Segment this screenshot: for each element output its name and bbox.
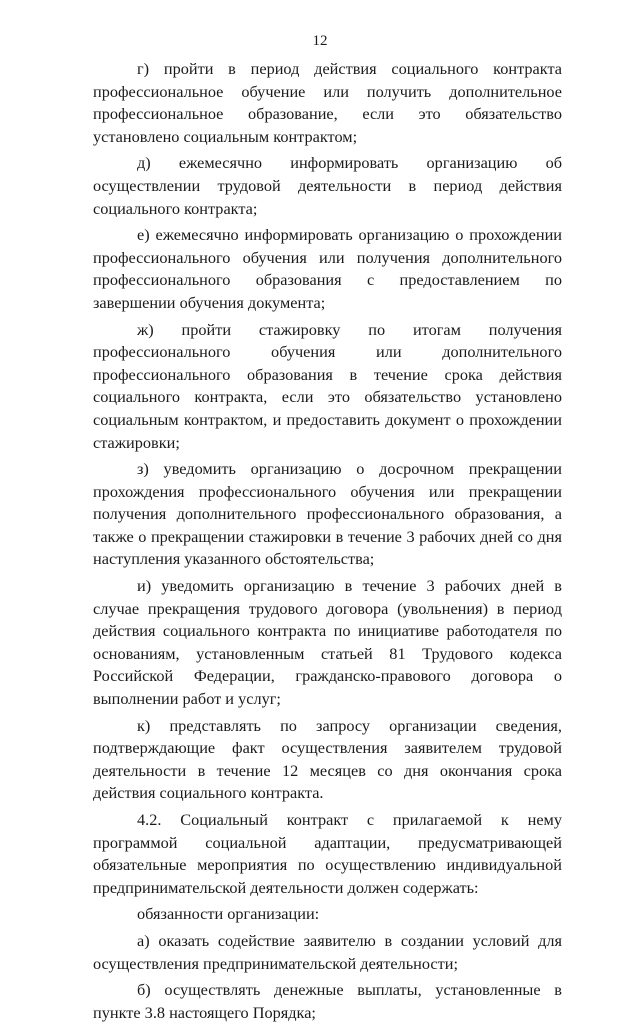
paragraph-z: з) уведомить организацию о досрочном прекращении прохождения профессионального обучения или прекращении получения дополнительного профессионального образования, а также о прекращении стажировки в течение 3 рабочих дней со дня наступления указанного обстоятельства;: [93, 459, 562, 569]
paragraph-k: к) представлять по запросу организации сведения, подтверждающие факт осуществления заявителем трудовой деятельности в течение 12 месяцев со дня окончания срока действия социального контракта.: [93, 715, 562, 803]
paragraph-a: а) оказать содействие заявителю в создании условий для осуществления предпринимательской деятельности;: [93, 930, 562, 973]
paragraph-e: е) ежемесячно информировать организацию о прохождении профессионального обучения или получения дополнительного профессионального образования с предоставлением по завершении обучения документа;: [93, 225, 562, 312]
paragraph-zh: ж) пройти стажировку по итогам получения профессионального обучения или дополнительного профессионального образования в течение срока действия социального контракта, если это обязательство установлено социальным контрактом, и предоставить документ о прохождении стажировки;: [93, 319, 562, 452]
paragraph-i: и) уведомить организацию в течение 3 рабочих дней в случае прекращения трудового договора (увольнения) в период действия социального контракта по инициативе работодателя по основаниям, установленным статьей 81 Трудового кодекса Российской Федерации, гражданско-правового договора о выполнении работ и услуг;: [93, 576, 562, 709]
paragraph-b: б) осуществлять денежные выплаты, установленные в пункте 3.8 настоящего Порядка;: [93, 980, 562, 1022]
page-number: 12: [312, 33, 328, 49]
paragraph-d: д) ежемесячно информировать организацию об осуществлении трудовой деятельности в период действия социального контракта;: [93, 153, 562, 218]
document-body: [93, 58, 562, 1028]
paragraph-4-2: 4.2. Социальный контракт с прилагаемой к нему программой социальной адаптации, предусматривающей обязательные мероприятия по осуществлению индивидуальной предпринимательской деятельности должен содержать:: [93, 810, 562, 897]
paragraph-g: г) пройти в период действия социального контракта профессиональное обучение или получить дополнительное профессиональное образование, если это обязательство установлено социальным контрактом;: [93, 59, 562, 146]
paragraph-organization-duties: обязанности организации:: [137, 904, 320, 924]
